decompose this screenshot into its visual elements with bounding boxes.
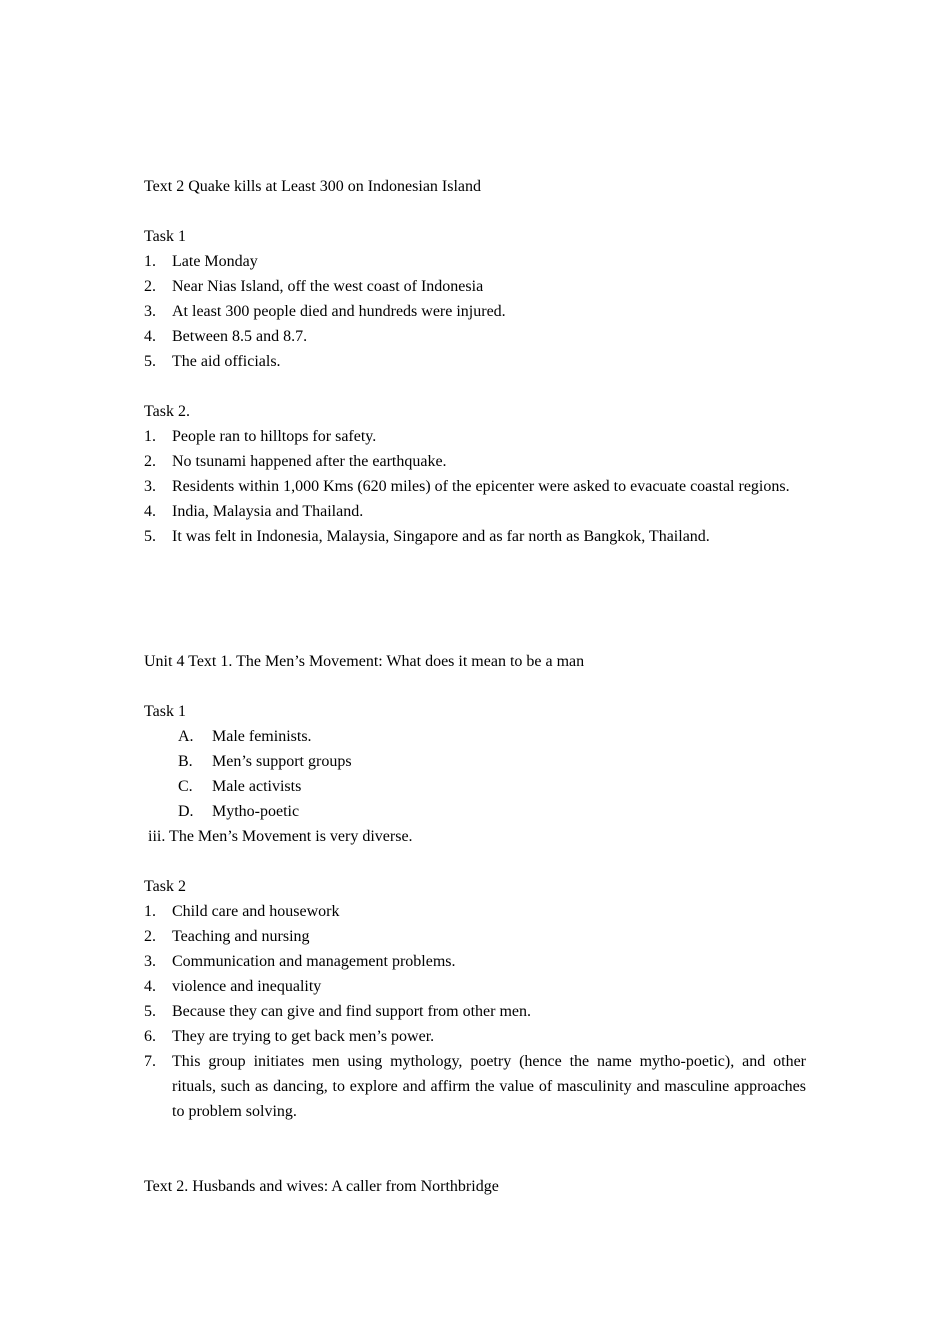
list-text: No tsunami happened after the earthquake. (172, 453, 447, 470)
spacer (144, 674, 806, 699)
list-item (144, 724, 806, 749)
list-item (144, 274, 806, 299)
list-letter: D. (178, 803, 194, 820)
list-number: 2. (144, 453, 156, 470)
list-number: 2. (144, 278, 156, 295)
list-number: 1. (144, 428, 156, 445)
list-text: Because they can give and find support from other men. (172, 1003, 531, 1020)
list-item (144, 499, 806, 524)
list-text: Mytho-poetic (212, 803, 300, 820)
list-text: violence and inequality (172, 978, 322, 995)
list-item (144, 324, 806, 349)
list-text: Near Nias Island, off the west coast of Indonesia (172, 278, 484, 295)
list-text: They are trying to get back men’s power. (172, 1028, 435, 1045)
list-number: 4. (144, 978, 156, 995)
list-text: Male feminists. (212, 728, 312, 745)
list-number: 2. (144, 928, 156, 945)
task-heading: Task 1 (144, 703, 186, 720)
spacer (144, 849, 806, 874)
list-item (144, 1049, 806, 1124)
list-item (144, 299, 806, 324)
section-title: Text 2 Quake kills at Least 300 on Indonesian Island (144, 178, 482, 195)
list-number: 3. (144, 303, 156, 320)
list-number: 3. (144, 478, 156, 495)
list-text: India, Malaysia and Thailand. (172, 503, 364, 520)
list-text: Teaching and nursing (172, 928, 310, 945)
list-text: It was felt in Indonesia, Malaysia, Singapore and as far north as Bangkok, Thailand. (172, 528, 710, 545)
list-item (144, 424, 806, 449)
list-text: Late Monday (172, 253, 258, 270)
list-number: 4. (144, 503, 156, 520)
list-text: Male activists (212, 778, 302, 795)
list-item (144, 349, 806, 374)
spacer (144, 1149, 806, 1174)
list-number: 1. (144, 253, 156, 270)
list-letter: C. (178, 778, 193, 795)
list-text: This group initiates men using mythology, poetry (hence the name mytho-poetic), and other rituals, such as dancing, to explore and affirm the value of masculinity and masculine approaches to problem solving. (172, 1053, 806, 1120)
spacer (144, 549, 806, 624)
list-item (144, 924, 806, 949)
list-number: 1. (144, 903, 156, 920)
list-item (144, 949, 806, 974)
spacer (144, 199, 806, 224)
list-number: 6. (144, 1028, 156, 1045)
list-text: People ran to hilltops for safety. (172, 428, 377, 445)
list-number: 3. (144, 953, 156, 970)
spacer (144, 624, 806, 649)
list-text: At least 300 people died and hundreds were injured. (172, 303, 506, 320)
list-number: 5. (144, 528, 156, 545)
list-item (144, 524, 806, 549)
list-letter: B. (178, 753, 193, 770)
list-item (144, 899, 806, 924)
spacer (144, 374, 806, 399)
list-text: Communication and management problems. (172, 953, 456, 970)
list-item (144, 799, 806, 824)
list-number: 5. (144, 353, 156, 370)
list-item (144, 999, 806, 1024)
list-text: Between 8.5 and 8.7. (172, 328, 308, 345)
list-item (144, 774, 806, 799)
list-item (144, 1024, 806, 1049)
section-title: Unit 4 Text 1. The Men’s Movement: What does it mean to be a man (144, 653, 585, 670)
list-number: 4. (144, 328, 156, 345)
list-item (144, 749, 806, 774)
list-letter: A. (178, 728, 194, 745)
list-number: 5. (144, 1003, 156, 1020)
list-text: Child care and housework (172, 903, 340, 920)
list-text: Residents within 1,000 Kms (620 miles) of the epicenter were asked to evacuate coastal regions. (172, 478, 790, 495)
list-item (144, 249, 806, 274)
list-item (144, 474, 806, 499)
task-heading: Task 2 (144, 878, 186, 895)
section-title: Text 2. Husbands and wives: A caller from Northbridge (144, 1178, 499, 1195)
list-item (144, 974, 806, 999)
list-text: The aid officials. (172, 353, 281, 370)
list-text: Men’s support groups (212, 753, 352, 770)
task-heading: Task 1 (144, 228, 186, 245)
task-heading: Task 2. (144, 403, 190, 420)
list-note: iii. The Men’s Movement is very diverse. (148, 828, 413, 845)
list-item (144, 449, 806, 474)
list-number: 7. (144, 1053, 156, 1070)
document-body (144, 174, 806, 1199)
spacer (144, 1124, 806, 1149)
